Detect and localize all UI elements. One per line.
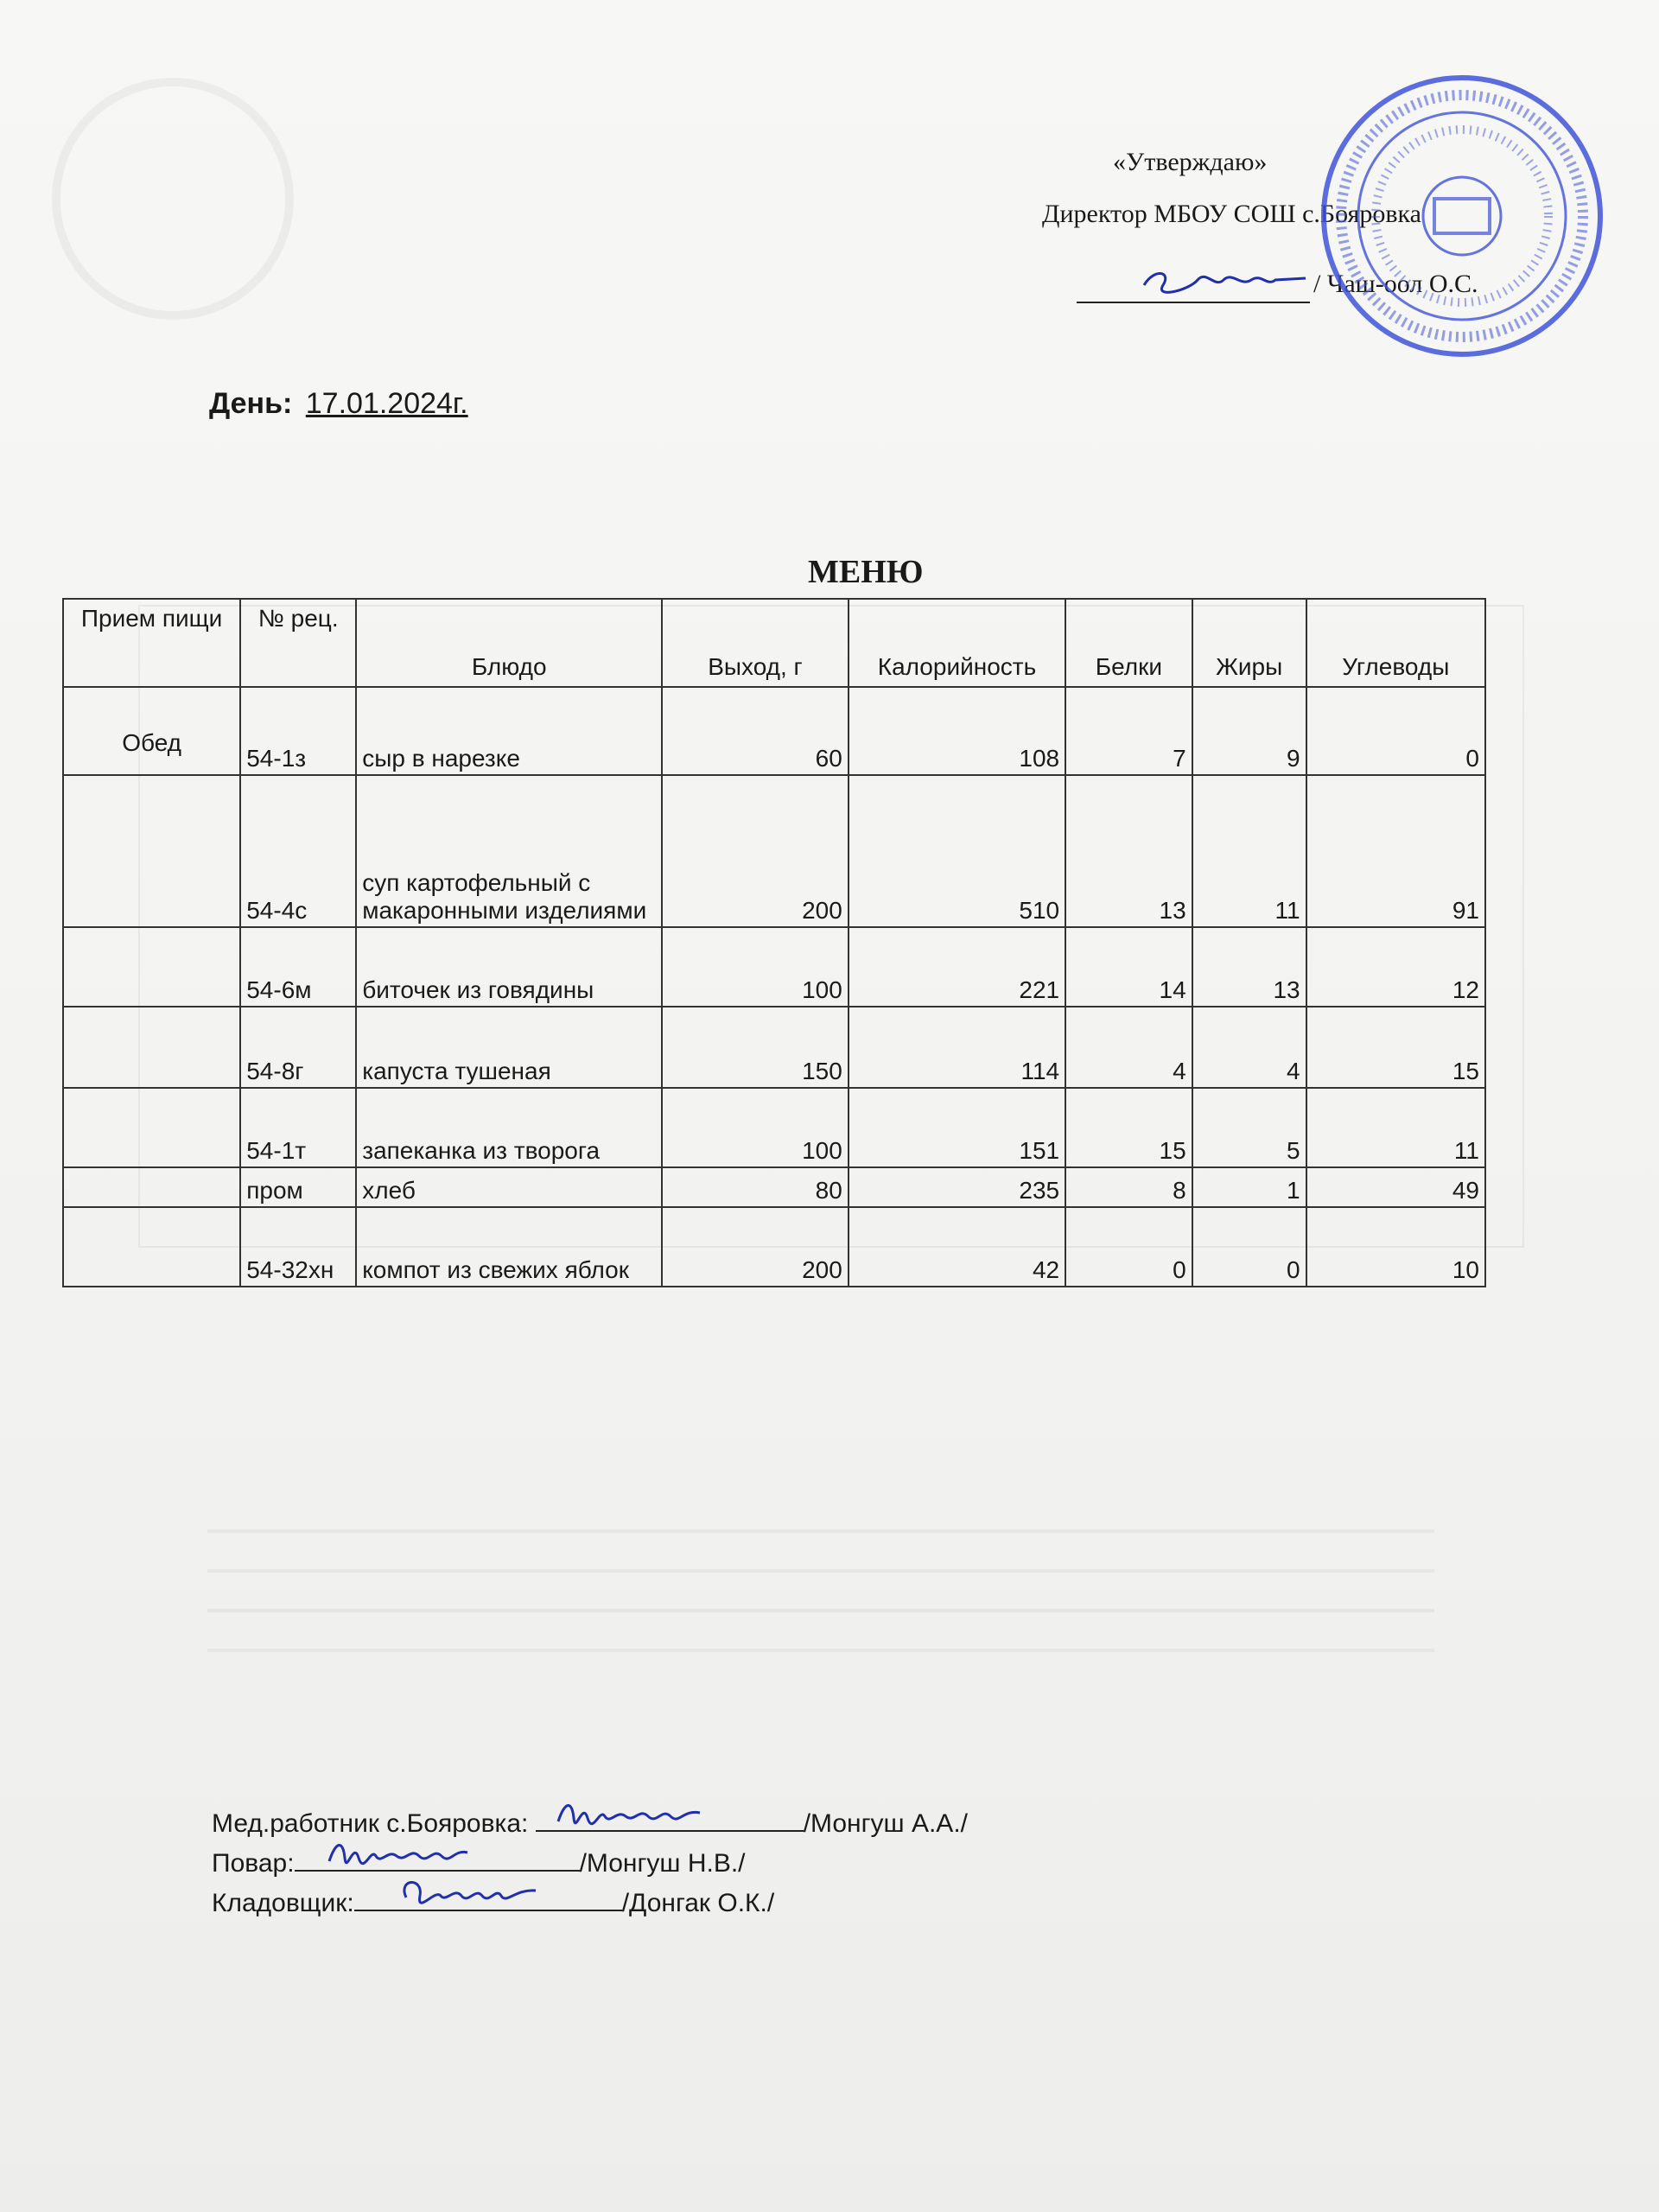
approve-heading: «Утверждаю» bbox=[1113, 148, 1268, 176]
menu-table bbox=[62, 598, 1486, 1287]
table-row bbox=[63, 1007, 1485, 1088]
cell-dish: суп картофельный с макаронными изделиями bbox=[356, 775, 662, 927]
cell-dish: биточек из говядины bbox=[356, 927, 662, 1007]
signature-name: /Монгуш Н.В./ bbox=[579, 1849, 746, 1878]
bleed-through-text bbox=[207, 1503, 1434, 1685]
official-stamp bbox=[1315, 69, 1609, 363]
day-date: 17.01.2024г. bbox=[305, 387, 468, 420]
cell-carbs: 91 bbox=[1306, 775, 1485, 927]
cell-protein: 13 bbox=[1065, 775, 1192, 927]
cell-carbs: 49 bbox=[1306, 1167, 1485, 1207]
cell-meal bbox=[63, 1167, 240, 1207]
header-calories: Калорийность bbox=[849, 599, 1065, 687]
header-meal: Прием пищи bbox=[63, 599, 240, 687]
table-row bbox=[63, 927, 1485, 1007]
cell-recipe: 54-1з bbox=[240, 687, 356, 775]
signature-row-storekeeper bbox=[212, 1884, 968, 1923]
cell-protein: 14 bbox=[1065, 927, 1192, 1007]
header-carbs: Углеводы bbox=[1306, 599, 1485, 687]
cell-carbs: 12 bbox=[1306, 927, 1485, 1007]
director-title: Директор МБОУ СОШ с.Бояровка bbox=[1042, 200, 1421, 228]
cell-dish: запеканка из творога bbox=[356, 1088, 662, 1167]
cell-recipe: 54-32хн bbox=[240, 1207, 356, 1287]
cell-fat: 13 bbox=[1192, 927, 1306, 1007]
signature-role: Кладовщик: bbox=[212, 1889, 354, 1917]
cell-fat: 1 bbox=[1192, 1167, 1306, 1207]
day-label: День: bbox=[209, 387, 293, 420]
handwritten-signature bbox=[372, 1872, 562, 1910]
header-yield: Выход, г bbox=[662, 599, 849, 687]
table-row bbox=[63, 1088, 1485, 1167]
cell-recipe: пром bbox=[240, 1167, 356, 1207]
cell-recipe: 54-4с bbox=[240, 775, 356, 927]
cell-calories: 151 bbox=[849, 1088, 1065, 1167]
signature-role: Мед.работник с.Бояровка: bbox=[212, 1809, 529, 1838]
cell-fat: 9 bbox=[1192, 687, 1306, 775]
cell-dish: капуста тушеная bbox=[356, 1007, 662, 1088]
cell-yield: 200 bbox=[662, 775, 849, 927]
cell-dish: компот из свежих яблок bbox=[356, 1207, 662, 1287]
signature-block bbox=[212, 1804, 968, 1923]
cell-dish: сыр в нарезке bbox=[356, 687, 662, 775]
cell-fat: 4 bbox=[1192, 1007, 1306, 1088]
cell-recipe: 54-1т bbox=[240, 1088, 356, 1167]
cell-yield: 200 bbox=[662, 1207, 849, 1287]
cell-calories: 221 bbox=[849, 927, 1065, 1007]
cell-calories: 114 bbox=[849, 1007, 1065, 1088]
header-dish: Блюдо bbox=[356, 599, 662, 687]
cell-meal bbox=[63, 1088, 240, 1167]
table-header-row bbox=[63, 599, 1485, 687]
cell-protein: 15 bbox=[1065, 1088, 1192, 1167]
signature-name: /Монгуш А.А./ bbox=[803, 1809, 968, 1838]
cell-fat: 5 bbox=[1192, 1088, 1306, 1167]
signature-role: Повар: bbox=[212, 1849, 295, 1878]
signature-line bbox=[536, 1804, 804, 1832]
cell-yield: 100 bbox=[662, 927, 849, 1007]
cell-carbs: 10 bbox=[1306, 1207, 1485, 1287]
cell-calories: 108 bbox=[849, 687, 1065, 775]
cell-fat: 0 bbox=[1192, 1207, 1306, 1287]
handwritten-signature bbox=[553, 1792, 726, 1830]
director-signature bbox=[1077, 257, 1310, 303]
cell-meal: Обед bbox=[63, 687, 240, 775]
cell-carbs: 15 bbox=[1306, 1007, 1485, 1088]
cell-calories: 235 bbox=[849, 1167, 1065, 1207]
cell-protein: 8 bbox=[1065, 1167, 1192, 1207]
header-fat: Жиры bbox=[1192, 599, 1306, 687]
cell-protein: 7 bbox=[1065, 687, 1192, 775]
cell-calories: 42 bbox=[849, 1207, 1065, 1287]
cell-protein: 0 bbox=[1065, 1207, 1192, 1287]
cell-recipe: 54-8г bbox=[240, 1007, 356, 1088]
cell-carbs: 0 bbox=[1306, 687, 1485, 775]
menu-title: МЕНЮ bbox=[808, 554, 924, 590]
signature-line bbox=[295, 1844, 580, 1872]
cell-yield: 100 bbox=[662, 1088, 849, 1167]
cell-protein: 4 bbox=[1065, 1007, 1192, 1088]
header-protein: Белки bbox=[1065, 599, 1192, 687]
cell-yield: 60 bbox=[662, 687, 849, 775]
handwritten-signature bbox=[312, 1832, 485, 1870]
cell-calories: 510 bbox=[849, 775, 1065, 927]
cell-recipe: 54-6м bbox=[240, 927, 356, 1007]
signature-line bbox=[354, 1884, 622, 1911]
cell-carbs: 11 bbox=[1306, 1088, 1485, 1167]
table-row bbox=[63, 1207, 1485, 1287]
signature-row-cook bbox=[212, 1844, 968, 1884]
cell-yield: 150 bbox=[662, 1007, 849, 1088]
cell-meal bbox=[63, 775, 240, 927]
header-recipe: № рец. bbox=[240, 599, 356, 687]
cell-meal bbox=[63, 927, 240, 1007]
signature-name: /Донгак О.К./ bbox=[621, 1889, 775, 1917]
table-row bbox=[63, 687, 1485, 775]
table-row bbox=[63, 775, 1485, 927]
menu-date bbox=[209, 387, 468, 421]
cell-meal bbox=[63, 1207, 240, 1287]
cell-dish: хлеб bbox=[356, 1167, 662, 1207]
director-name: / Чаш-оол О.С. bbox=[1313, 270, 1478, 298]
bleed-through-seal bbox=[52, 78, 294, 320]
cell-yield: 80 bbox=[662, 1167, 849, 1207]
cell-fat: 11 bbox=[1192, 775, 1306, 927]
cell-meal bbox=[63, 1007, 240, 1088]
table-row bbox=[63, 1167, 1485, 1207]
